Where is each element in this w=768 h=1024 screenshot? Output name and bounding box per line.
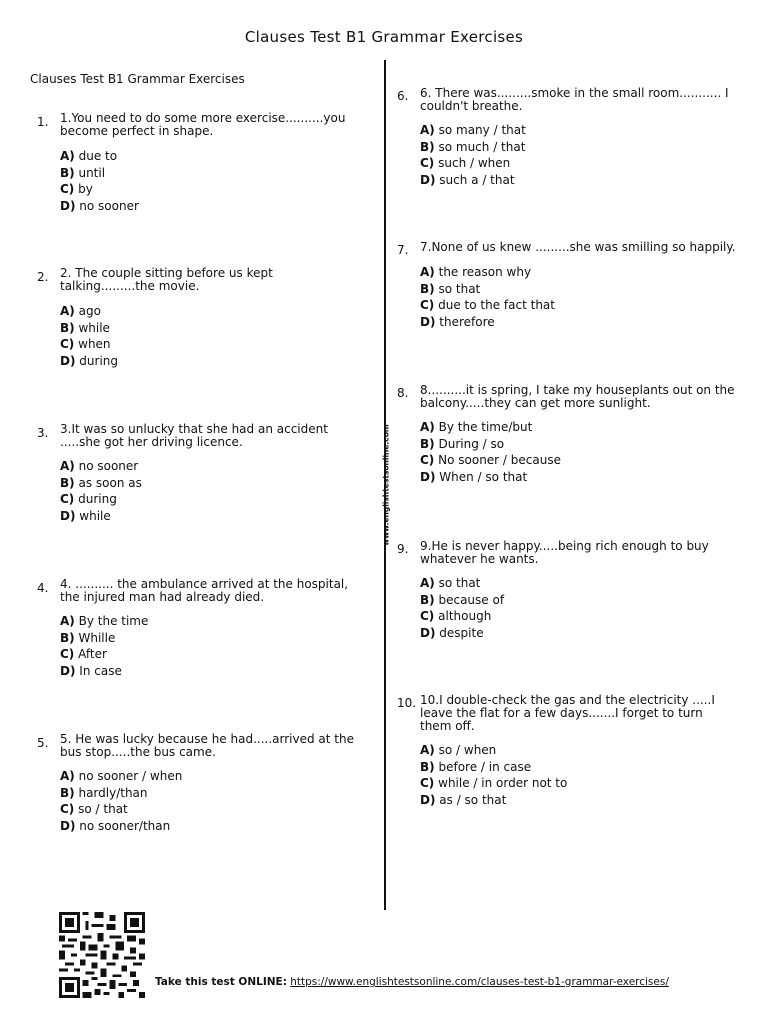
option-a[interactable] [420, 575, 504, 592]
option-letter: B) [60, 165, 75, 180]
option-letter: D) [60, 353, 76, 368]
question-number: 7. [397, 243, 409, 257]
option-letter: B) [60, 475, 75, 490]
option-letter: A) [420, 420, 435, 434]
option-text: no sooner / when [78, 769, 183, 783]
options-list [60, 613, 148, 679]
option-letter: B) [420, 436, 435, 451]
page-subtitle: Clauses Test B1 Grammar Exercises [30, 72, 245, 86]
option-d[interactable] [420, 172, 526, 189]
option-letter: C) [420, 156, 435, 170]
question-text: 7.None of us knew .........she was smilling so happily. [420, 240, 736, 254]
qr-code[interactable] [58, 912, 146, 1002]
option-text: When / so that [439, 469, 528, 484]
option-text: as soon as [78, 475, 142, 490]
option-b[interactable] [60, 785, 182, 802]
option-c[interactable] [420, 155, 526, 172]
test-online-link[interactable]: https://www.englishtestsonline.com/clauses-test-b1-grammar-exercises/ [290, 976, 669, 988]
options-list [60, 458, 142, 524]
option-c[interactable] [60, 646, 148, 663]
option-letter: B) [60, 320, 75, 335]
option-letter: C) [60, 182, 75, 196]
option-c[interactable] [420, 297, 555, 314]
option-letter: D) [60, 198, 76, 213]
option-text: despite [439, 625, 484, 640]
option-letter: C) [60, 337, 75, 351]
option-letter: B) [60, 785, 75, 800]
option-letter: D) [420, 792, 436, 807]
option-a[interactable] [420, 264, 555, 281]
question-number: 10. [397, 696, 417, 710]
option-b[interactable] [420, 592, 504, 609]
option-letter: A) [60, 149, 75, 163]
option-letter: B) [420, 759, 435, 774]
option-letter: A) [420, 265, 435, 279]
question-number: 6. [397, 89, 409, 103]
option-letter: C) [60, 802, 75, 816]
option-c[interactable] [420, 608, 504, 625]
option-text: while / in order not to [438, 776, 568, 790]
option-text: so / that [78, 802, 128, 816]
option-letter: C) [420, 609, 435, 623]
question-text: 10.I double-check the gas and the electricity .....I leave the flat for a few days.......I forget to turn them off. [420, 693, 715, 733]
option-d[interactable] [60, 663, 148, 680]
option-c[interactable] [60, 181, 139, 198]
option-letter: D) [60, 663, 76, 678]
option-letter: D) [420, 625, 436, 640]
question-text: 5. He was lucky because he had.....arrived at the bus stop.....the bus came. [60, 732, 354, 759]
option-letter: B) [420, 281, 435, 296]
options-list [60, 148, 139, 214]
option-b[interactable] [420, 281, 555, 298]
option-letter: B) [60, 630, 75, 645]
option-letter: D) [420, 314, 436, 329]
option-letter: C) [60, 647, 75, 661]
option-c[interactable] [420, 452, 561, 469]
question-text: 9.He is never happy.....being rich enough to buy whatever he wants. [420, 539, 709, 566]
option-letter: A) [60, 304, 75, 318]
options-list [420, 419, 561, 485]
option-text: no sooner/than [79, 818, 171, 833]
option-text: such a / that [439, 172, 515, 187]
option-text: therefore [439, 314, 495, 329]
option-a[interactable] [420, 419, 561, 436]
option-text: during [78, 492, 117, 506]
option-c[interactable] [420, 775, 567, 792]
option-c[interactable] [60, 801, 182, 818]
option-d[interactable] [420, 792, 567, 809]
option-letter: C) [60, 492, 75, 506]
option-c[interactable] [60, 491, 142, 508]
option-text: because of [438, 592, 505, 607]
option-text: when [78, 337, 111, 351]
question-number: 2. [37, 270, 49, 284]
option-text: By the time [78, 614, 149, 628]
options-list [60, 768, 182, 834]
question-number: 9. [397, 542, 409, 556]
option-a[interactable] [60, 458, 142, 475]
option-letter: C) [420, 453, 435, 467]
question-number: 4. [37, 581, 49, 595]
option-text: ago [78, 304, 101, 318]
question-text: 4. .......... the ambulance arrived at the hospital, the injured man had already died. [60, 577, 349, 604]
option-text: no sooner [78, 459, 139, 473]
footer [155, 976, 669, 988]
option-text: no sooner [79, 198, 139, 213]
option-b[interactable] [60, 165, 139, 182]
option-text: Whille [78, 630, 116, 645]
option-text: such / when [438, 156, 511, 170]
question-text: 8..........it is spring, I take my houseplants out on the balcony.....they can get more sunlight. [420, 383, 735, 410]
options-list [420, 575, 504, 641]
option-text: as / so that [439, 792, 507, 807]
option-text: the reason why [438, 265, 532, 279]
question-number: 1. [37, 115, 49, 129]
question-number: 5. [37, 736, 49, 750]
footer-label: Take this test ONLINE: [155, 976, 287, 988]
option-letter: C) [420, 776, 435, 790]
option-d[interactable] [60, 508, 142, 525]
option-b[interactable] [60, 475, 142, 492]
option-a[interactable] [60, 303, 118, 320]
option-text: so many / that [438, 123, 526, 137]
option-text: while [79, 508, 111, 523]
option-letter: A) [60, 769, 75, 783]
option-text: During / so [438, 436, 505, 451]
option-text: by [78, 182, 93, 196]
option-d[interactable] [420, 625, 504, 642]
option-letter: A) [420, 576, 435, 590]
option-b[interactable] [420, 436, 561, 453]
options-list [420, 264, 555, 330]
option-text: After [78, 647, 107, 661]
option-letter: D) [60, 508, 76, 523]
options-list [420, 742, 567, 808]
qr-code-icon [58, 912, 146, 998]
option-text: due to [78, 149, 118, 163]
option-b[interactable] [60, 630, 148, 647]
option-letter: D) [420, 469, 436, 484]
option-d[interactable] [60, 353, 118, 370]
question-text: 6. There was.........smoke in the small room........... I couldn't breathe. [420, 86, 729, 113]
page-title: Clauses Test B1 Grammar Exercises [244, 28, 524, 46]
option-a[interactable] [60, 148, 139, 165]
option-a[interactable] [60, 768, 182, 785]
option-text: so much / that [438, 139, 526, 154]
question-text: 3.It was so unlucky that she had an accident .....she got her driving licence. [60, 422, 328, 449]
option-text: during [79, 353, 118, 368]
option-letter: B) [420, 592, 435, 607]
options-list [420, 122, 526, 188]
option-d[interactable] [60, 818, 182, 835]
option-d[interactable] [420, 314, 555, 331]
option-text: due to the fact that [438, 298, 555, 312]
option-letter: A) [420, 123, 435, 137]
option-letter: C) [420, 298, 435, 312]
option-b[interactable] [420, 759, 567, 776]
option-b[interactable] [420, 139, 526, 156]
option-text: hardly/than [78, 785, 148, 800]
option-text: until [78, 165, 106, 180]
option-a[interactable] [420, 122, 526, 139]
option-d[interactable] [60, 198, 139, 215]
option-d[interactable] [420, 469, 561, 486]
option-text: before / in case [438, 759, 532, 774]
question-text: 2. The couple sitting before us kept talking.........the movie. [60, 266, 273, 293]
option-letter: A) [60, 614, 75, 628]
option-text: so that [438, 281, 481, 296]
option-letter: D) [60, 818, 76, 833]
options-list [60, 303, 118, 369]
option-text: although [438, 609, 492, 623]
option-letter: A) [420, 743, 435, 757]
option-b[interactable] [60, 320, 118, 337]
option-letter: B) [420, 139, 435, 154]
question-number: 8. [397, 386, 409, 400]
option-text: No sooner / because [438, 453, 561, 467]
question-number: 3. [37, 426, 49, 440]
option-text: while [78, 320, 110, 335]
question-text: 1.You need to do some more exercise..........you become perfect in shape. [60, 111, 346, 138]
option-text: By the time/but [438, 420, 533, 434]
option-a[interactable] [420, 742, 567, 759]
option-a[interactable] [60, 613, 148, 630]
option-letter: A) [60, 459, 75, 473]
watermark-text: www.englishtestsonline.com [381, 424, 391, 546]
option-text: In case [79, 663, 122, 678]
option-letter: D) [420, 172, 436, 187]
option-c[interactable] [60, 336, 118, 353]
option-text: so that [438, 576, 481, 590]
option-text: so / when [438, 743, 497, 757]
